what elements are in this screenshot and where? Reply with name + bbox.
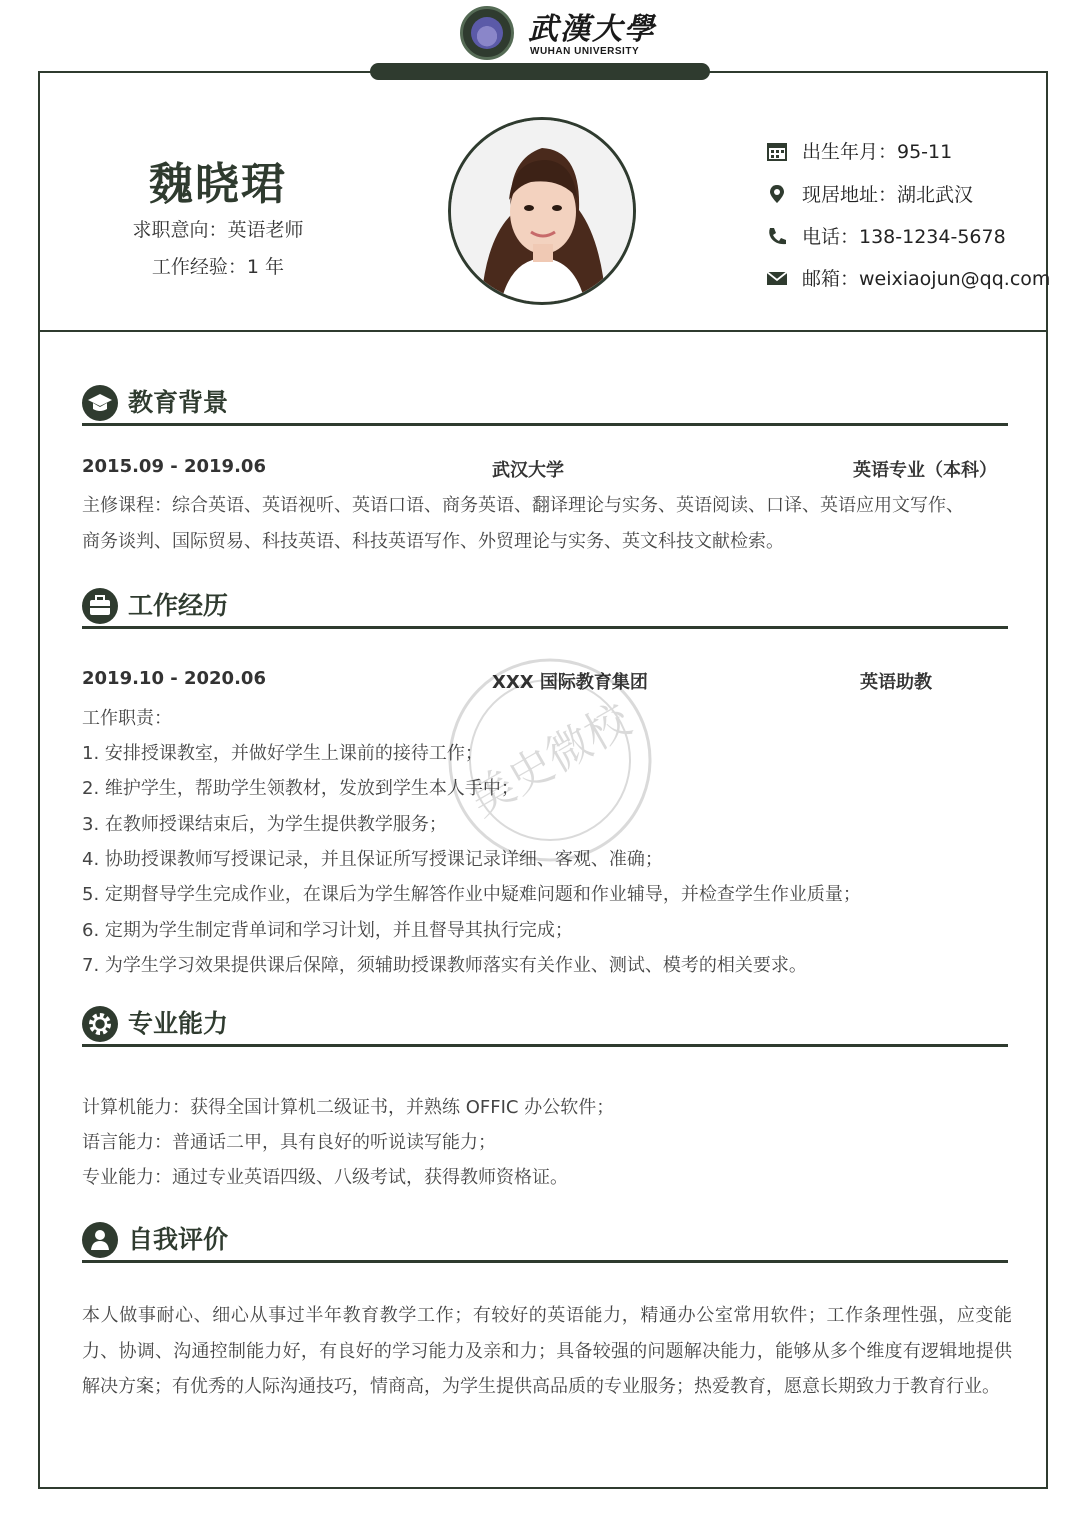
work-company: XXX 国际教育集团 xyxy=(492,672,648,693)
contact-email xyxy=(766,264,1050,291)
university-logo xyxy=(458,4,658,64)
logo-english-text: WUHAN UNIVERSITY xyxy=(530,46,640,57)
work-duty-item: 3. 在教师授课结束后，为学生提供教学服务； xyxy=(82,814,447,835)
skill-item: 专业能力：通过专业英语四级、八级考试，获得教师资格证。 xyxy=(82,1167,568,1188)
university-seal-icon xyxy=(460,6,514,60)
address-text: 现居地址：湖北武汉 xyxy=(802,184,974,206)
work-duty-item: 7. 为学生学习效果提供课后保障，须辅助授课教师落实有关作业、测试、模考的相关要求。 xyxy=(82,955,807,976)
email-text: 邮箱：weixiaojun@qq.com xyxy=(802,268,1051,290)
education-courses-line-2: 商务谈判、国际贸易、科技英语、科技英语写作、外贸理论与实务、英文科技文献检索。 xyxy=(82,531,784,552)
work-duty-item: 6. 定期为学生制定背单词和学习计划，并且督导其执行完成； xyxy=(82,920,573,941)
job-objective: 求职意向：英语老师 xyxy=(132,219,304,241)
education-period: 2015.09 - 2019.06 xyxy=(82,456,266,477)
work-duty-item: 5. 定期督导学生完成作业，在课后为学生解答作业中疑难问题和作业辅导，并检查学生作业质量； xyxy=(82,884,861,905)
section-self-title: 自我评价 xyxy=(128,1225,229,1254)
work-duty-item: 1. 安排授课教室，并做好学生上课前的接待工作； xyxy=(82,743,483,764)
briefcase-icon xyxy=(82,588,118,624)
phone-icon xyxy=(766,226,788,246)
work-experience-years: 工作经验：1 年 xyxy=(151,256,285,278)
header-divider xyxy=(38,330,1048,332)
education-courses-line-1: 主修课程：综合英语、英语视听、英语口语、商务英语、翻译理论与实务、英语阅读、口译、英语应用文写作、 xyxy=(82,495,964,516)
section-skills-title: 专业能力 xyxy=(128,1009,229,1038)
graduation-cap-icon xyxy=(82,385,118,421)
logo-chinese-text: 武漢大學 xyxy=(528,12,656,47)
education-major: 英语专业（本科） xyxy=(853,460,997,481)
work-duty-item: 2. 维护学生，帮助学生领教材，发放到学生本人手中； xyxy=(82,778,519,799)
location-pin-icon xyxy=(766,184,788,204)
contact-phone xyxy=(766,222,1006,249)
profile-photo xyxy=(448,117,636,305)
section-work-rule xyxy=(82,626,1008,629)
skill-item: 语言能力：普通话二甲，具有良好的听说读写能力； xyxy=(82,1132,496,1153)
section-self-rule xyxy=(82,1260,1008,1263)
person-icon xyxy=(82,1222,118,1258)
watermark-text: 美史微校 xyxy=(461,694,640,827)
section-skills-rule xyxy=(82,1044,1008,1047)
section-education-rule xyxy=(82,423,1008,426)
calendar-icon xyxy=(766,141,788,161)
contact-address xyxy=(766,180,973,207)
work-position: 英语助教 xyxy=(860,672,932,693)
section-work-title: 工作经历 xyxy=(128,591,229,620)
education-school: 武汉大学 xyxy=(492,460,564,481)
phone-text: 电话：138-1234-5678 xyxy=(802,226,1006,248)
work-duty-item: 4. 协助授课教师写授课记录，并且保证所写授课记录详细、客观、准确； xyxy=(82,849,663,870)
work-duties-label: 工作职责： xyxy=(82,708,172,729)
contact-birth xyxy=(766,137,952,164)
gear-icon xyxy=(82,1006,118,1042)
self-evaluation-text: 本人做事耐心、细心从事过半年教育教学工作；有较好的英语能力，精通办公室常用软件；工作条理性强，应变能力、协调、沟通控制能力好，有良好的学习能力及亲和力；具备较强的问题解决能力，能够从多个维度有逻辑地提供解决方案；有优秀的人际沟通技巧，情商高，为学生提供高品质的专业服务；热爱教育，愿意长期致力于教育行业。 xyxy=(82,1305,1012,1397)
skill-item: 计算机能力：获得全国计算机二级证书，并熟练 OFFIC 办公软件； xyxy=(82,1097,615,1118)
mail-icon xyxy=(766,268,788,288)
work-period: 2019.10 - 2020.06 xyxy=(82,668,266,689)
section-education-title: 教育背景 xyxy=(128,388,229,417)
candidate-name: 魏晓珺 xyxy=(149,159,287,210)
birth-text: 出生年月：95-11 xyxy=(802,141,953,163)
